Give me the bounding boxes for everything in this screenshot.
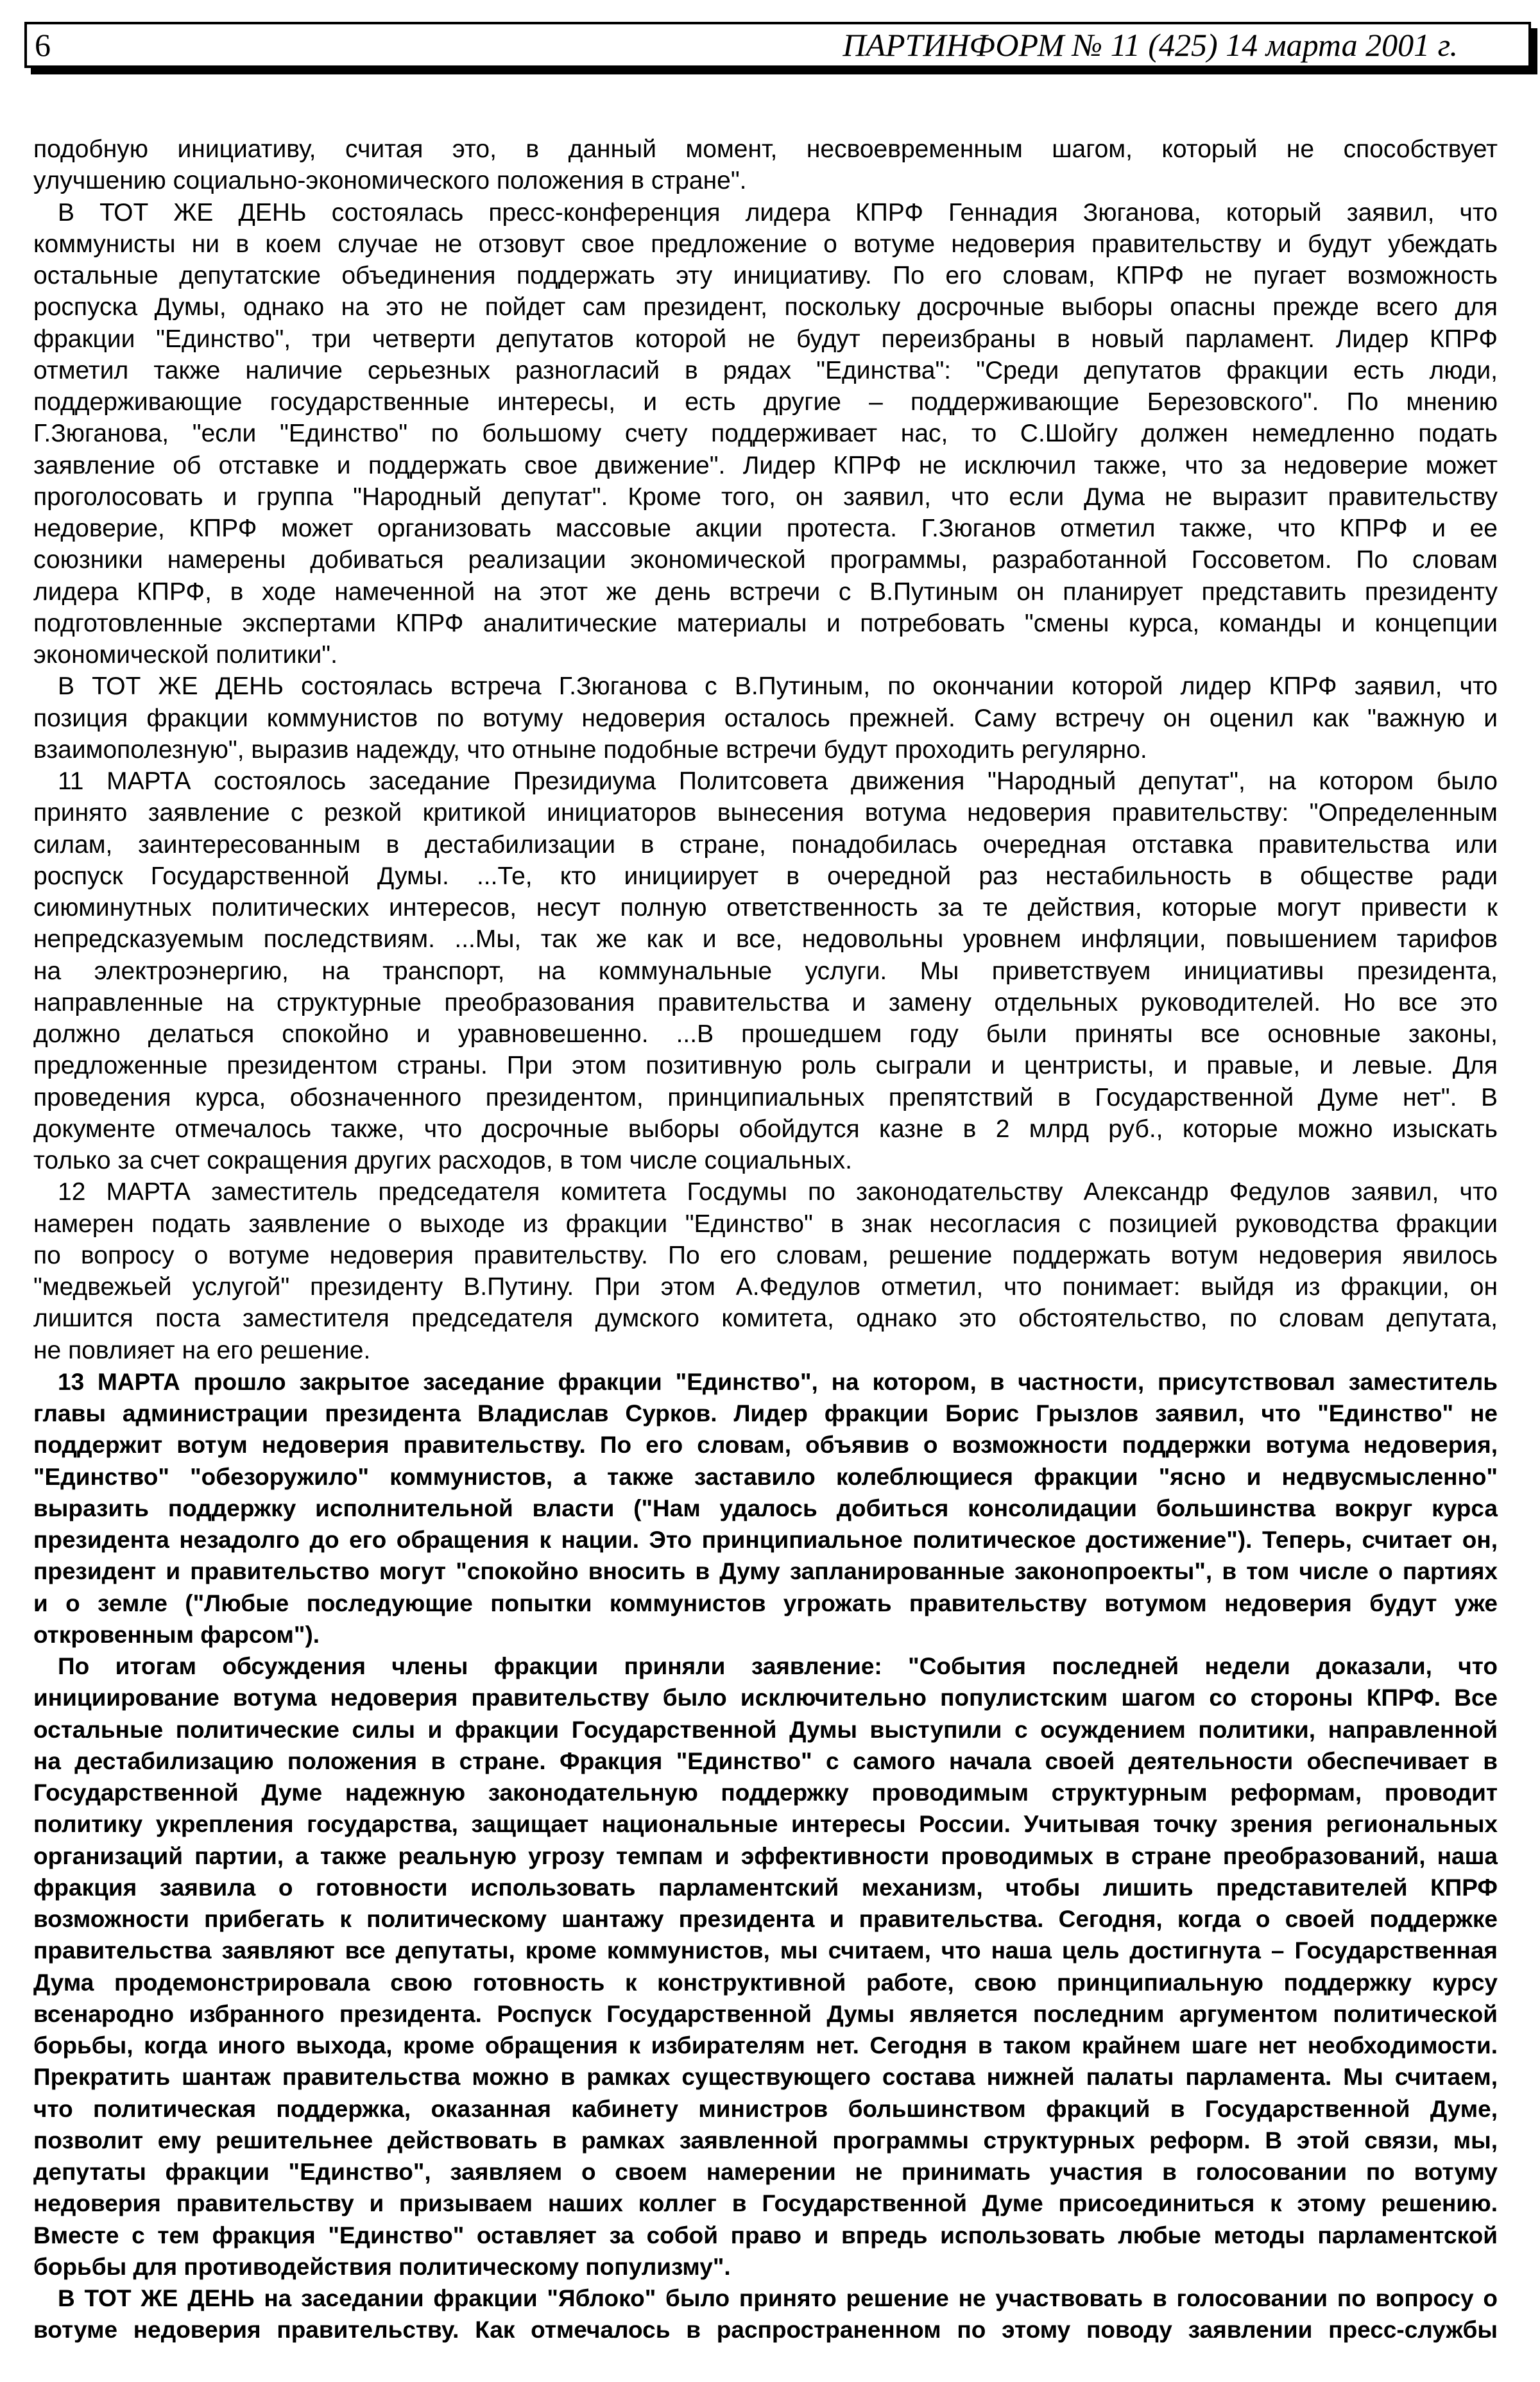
paragraph [33, 1650, 1498, 2283]
text-line: борьбы, когда иного выхода, кроме обращения к избирателям нет. Сегодня в таком крайнем шаге нет необходимости. [33, 2032, 1498, 2059]
text-line: роспуск Государственной Думы. ...Те, кто инициирует в очередной раз нестабильность в обществе ради [33, 862, 1498, 890]
text-line: роспуска Думы, однако на это не пойдет сам президент, поскольку досрочные выборы опасны прежде всего для [33, 293, 1498, 321]
text-line: улучшению социально-экономического положения в стране". [33, 167, 747, 195]
article-body [33, 133, 1498, 2346]
paragraph [33, 2283, 1498, 2346]
text-line: на дестабилизацию положения в стране. Фракция "Единство" с самого начала своей деятельности обеспечивает в [33, 1747, 1498, 1774]
paragraph [33, 1176, 1498, 1366]
text-line: предложенные президентом страны. При этом позитивную роль сыграли и центристы, и правые, и левые. Для [33, 1052, 1498, 1080]
text-line: По итогам обсуждения члены фракции приняли заявление: "События последней недели доказали, что [58, 1653, 1498, 1679]
text-line: по вопросу о вотуме недоверия правительству. По его словам, решение поддержать вотум недоверия явилось [33, 1241, 1498, 1269]
text-line: лишится поста заместителя председателя думского комитета, однако это обстоятельство, по словам депутата, [33, 1305, 1498, 1333]
text-line: остальные депутатские объединения поддержать эту инициативу. По его словам, КПРФ не пугает возможность [33, 262, 1498, 289]
text-line: поддержит вотум недоверия правительству. По его словам, объявив о возможности поддержки вотума недоверия, [33, 1432, 1498, 1459]
text-line: недоверие, КПРФ может организовать массовые акции протеста. Г.Зюганов отметил также, что КПРФ и ее [33, 515, 1498, 542]
text-line: позволит ему решительнее действовать в рамках заявленной программы структурных реформ. В этой связи, мы, [33, 2127, 1498, 2154]
text-line: недоверия правительству и призываем наших коллег в Государственной Думе присоединиться к этому решению. [33, 2190, 1498, 2217]
text-line: выразить поддержку исполнительной власти ("Нам удалось добиться консолидации большинства вокруг курса [33, 1495, 1498, 1521]
text-line: поддерживающие государственные интересы, и есть другие – поддерживающие Березовского". По мнению [33, 388, 1498, 416]
text-line: Вместе с тем фракция "Единство" оставляет за собой право и впредь использовать любые методы парламентской [33, 2222, 1498, 2249]
page-number: 6 [35, 27, 51, 63]
issue-title: ПАРТИНФОРМ № 11 (425) 14 марта 2001 г. [843, 27, 1458, 63]
paragraph [33, 197, 1498, 671]
text-line: фракции "Единство", три четверти депутатов которой не будут переизбраны в новый парламент. Лидер КПРФ [33, 325, 1498, 353]
text-line: В ТОТ ЖЕ ДЕНЬ состоялась встреча Г.Зюганова с В.Путиным, по окончании которой лидер КПРФ заявил, что [58, 673, 1498, 701]
text-line: силам, заинтересованным в дестабилизации в стране, понадобилась очередная отставка правительства или [33, 830, 1498, 859]
text-line: В ТОТ ЖЕ ДЕНЬ состоялась пресс-конференция лидера КПРФ Геннадия Зюганова, который заявил, что [58, 198, 1498, 227]
text-line: подготовленные экспертами КПРФ аналитические материалы и потребовать "смены курса, команды и концепции [33, 609, 1498, 637]
text-line: правительства заявляют все депутаты, кроме коммунистов, мы считаем, что наша цель достигнута – Государственная [33, 1937, 1498, 1964]
text-line: только за счет сокращения других расходов, в том числе социальных. [33, 1147, 853, 1174]
text-line: лидера КПРФ, в ходе намеченной на этот же день встречи с В.Путиным он планирует представить президенту [33, 578, 1498, 606]
text-line: Прекратить шантаж правительства можно в рамках существующего состава нижней палаты парламента. Мы считаем, [33, 2064, 1498, 2091]
text-line: Государственной Думе надежную законодательную поддержку проводимым структурным реформам, проводит [33, 1779, 1498, 1806]
text-line: Дума продемонстрировала свою готовность к конструктивной работе, свою принципиальную поддержку курсу [33, 1969, 1498, 1996]
text-line: что политическая поддержка, оказанная кабинету министров большинством фракций в Государственной Думе, [33, 2095, 1498, 2122]
text-line: на электроэнергию, на транспорт, на коммунальные услуги. Мы приветствуем инициативы президента, [33, 957, 1498, 985]
text-line: фракция заявила о готовности использовать парламентский механизм, чтобы лишить представителей КПРФ [33, 1874, 1498, 1901]
paragraph [33, 766, 1498, 1176]
text-line: "медвежьей услугой" президенту В.Путину. При этом А.Федулов отметил, что понимает: выйдя из фракции, он [33, 1273, 1498, 1301]
paragraph [33, 1366, 1498, 1650]
text-line: 12 МАРТА заместитель председателя комитета Госдумы по законодательству Александр Федулов заявил, что [58, 1178, 1498, 1206]
text-line: экономической политики". [33, 641, 338, 669]
text-line: не повлияет на его решение. [33, 1336, 371, 1364]
text-line: заявление об отставке и поддержать свое движение". Лидер КПРФ не исключил также, что за недоверие может [33, 451, 1498, 479]
text-line: отметил также наличие серьезных разногласий в рядах "Единства": "Среди депутатов фракции есть люди, [33, 356, 1498, 384]
text-line: В ТОТ ЖЕ ДЕНЬ на заседании фракции "Яблоко" было принято решение не участвовать в голосовании по вопросу о [58, 2285, 1498, 2311]
text-line: проголосовать и группа "Народный депутат". Кроме того, он заявил, что если Дума не выразит правительству [33, 483, 1498, 511]
text-line: организаций партии, а также реальную угрозу темпам и эффективности проводимых в стране преобразований, наша [33, 1842, 1498, 1869]
text-line: борьбы для противодействия политическому популизму". [33, 2253, 731, 2280]
text-line: должно делаться спокойно и уравновешенно. ...В прошедшем году были приняты все основные законы, [33, 1020, 1498, 1048]
text-line: позиция фракции коммунистов по вотуму недоверия осталось прежней. Саму встречу он оценил как "важную и [33, 704, 1498, 732]
text-line: инициирование вотума недоверия правительству было исключительно популистским шагом со стороны КПРФ. Все [33, 1684, 1498, 1711]
text-line: сиюминутных политических интересов, несут полную ответственность за те действия, которые могут привести к [33, 894, 1498, 921]
text-line: принято заявление с резкой критикой инициаторов вынесения вотума недоверия правительству: "Определенным [33, 799, 1498, 827]
text-line: Г.Зюганова, "если "Единство" по большому счету поддерживает нас, то С.Шойгу должен немедленно подать [33, 420, 1498, 448]
text-line: главы администрации президента Владислав Сурков. Лидер фракции Борис Грызлов заявил, что "Единство" не [33, 1400, 1498, 1427]
text-line: депутаты фракции "Единство", заявляем о своем намерении не принимать участия в голосовании по вотуму [33, 2159, 1498, 2185]
text-line: откровенным фарсом"). [33, 1621, 320, 1648]
text-line: непредсказуемым последствиям. ...Мы, так же как и все, недовольны уровнем инфляции, повышением тарифов [33, 925, 1498, 954]
text-line: президента незадолго до его обращения к нации. Это принципиальное политическое достижение"). Теперь, считает он, [33, 1527, 1498, 1553]
paragraph [33, 671, 1498, 766]
text-line: "Единство" "обезоружило" коммунистов, а также заставило колеблющиеся фракции "ясно и недвусмысленно" [33, 1463, 1498, 1490]
text-line: возможности прибегать к политическому шантажу президента и правительства. Сегодня, когда о своей поддержке [33, 1906, 1498, 1932]
text-line: коммунисты ни в коем случае не отзовут свое предложение о вотуме недоверия правительству и будут убеждать [33, 230, 1498, 258]
text-line: вотуме недоверия правительству. Как отмечалось в распространенном по этому поводу заявлении пресс-службы [33, 2317, 1498, 2343]
paragraph [33, 133, 1498, 197]
text-line: и о земле ("Любые последующие попытки коммунистов угрожать правительству вотумом недоверия будут уже [33, 1589, 1498, 1616]
text-line: проведения курса, обозначенного президентом, принципиальных препятствий в Государственной Думе нет". В [33, 1083, 1498, 1111]
page-header [24, 22, 1531, 68]
text-line: 11 МАРТА состоялось заседание Президиума Политсовета движения "Народный депутат", на котором было [58, 767, 1498, 795]
text-line: направленные на структурные преобразования правительства и замену отдельных руководителей. Но все это [33, 988, 1498, 1016]
text-line: остальные политические силы и фракции Государственной Думы выступили с осуждением политики, направленной [33, 1716, 1498, 1743]
text-line: намерен подать заявление о выходе из фракции "Единство" в знак несогласия с позицией руководства фракции [33, 1210, 1498, 1238]
text-line: взаимополезную", выразив надежду, что отныне подобные встречи будут проходить регулярно. [33, 735, 1147, 764]
text-line: союзники намерены добиваться реализации экономической программы, разработанной Госсоветом. По словам [33, 546, 1498, 574]
text-line: политику укрепления государства, защищает национальные интересы России. Учитывая точку зрения региональных [33, 1811, 1498, 1838]
text-line: 13 МАРТА прошло закрытое заседание фракции "Единство", на котором, в частности, присутствовал заместитель [58, 1368, 1498, 1395]
text-line: документе отмечалось также, что досрочные выборы обойдутся казне в 2 млрд руб., которые можно изыскать [33, 1115, 1498, 1143]
text-line: всенародно избранного президента. Роспуск Государственной Думы является последним аргументом политической [33, 2000, 1498, 2027]
text-line: президент и правительство могут "спокойно вносить в Думу запланированные законопроекты", в том числе о партиях [33, 1558, 1498, 1585]
text-line: подобную инициативу, считая это, в данный момент, несвоевременным шагом, который не способствует [33, 135, 1498, 163]
